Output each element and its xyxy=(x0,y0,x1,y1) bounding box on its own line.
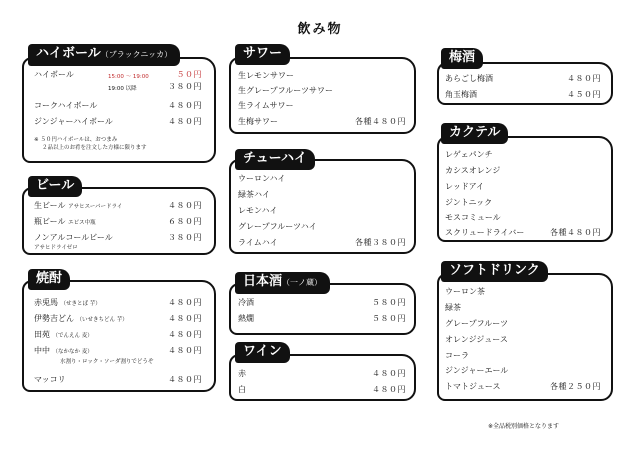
menu-item-cocktail: モスコミュール xyxy=(445,213,501,222)
chuhai-price: 各種３８０円 xyxy=(355,238,406,247)
menu-item-softdrink: グレープフルーツ xyxy=(445,319,508,328)
menu-item-softdrink: オレンジジュース xyxy=(445,335,508,344)
menu-item-draft-beer: 生ビール アサヒスーパードライ ４８０円 xyxy=(34,201,202,210)
tax-footnote: ※全品税別価格となります xyxy=(488,423,560,430)
menu-item-wine: 白 ４８０円 xyxy=(238,385,406,394)
shochu-label: 焼酎 xyxy=(28,269,70,290)
menu-item-ginger-highball: ジンジャーハイボール ４８０円 xyxy=(34,117,202,126)
beer-label: ビール xyxy=(28,176,82,197)
menu-item-sake: 熱燗 ５８０円 xyxy=(238,314,406,323)
menu-item-softdrink: 緑茶 xyxy=(445,303,461,312)
softdrink-label: ソフトドリンク xyxy=(441,261,548,282)
menu-item-bottle-beer: 瓶ビール エビス中瓶 ６８０円 xyxy=(34,217,202,226)
sour-price: 各種４８０円 xyxy=(355,117,406,126)
menu-item-softdrink: コーラ xyxy=(445,351,469,360)
menu-item-chuhai: レモンハイ xyxy=(238,206,278,215)
highball-note: ※ ５０円ハイボールは、おつまみ ２品以上のお肴を注文した方様に限ります xyxy=(34,137,147,151)
highball-label: ハイボール（ブラックニッカ） xyxy=(28,44,180,66)
wine-label: ワイン xyxy=(235,342,290,363)
menu-item-sour: 生梅サワー 各種４８０円 xyxy=(238,117,406,126)
happy-hour-price: ５０円 xyxy=(176,70,202,79)
menu-item-chuhai: 緑茶ハイ xyxy=(238,190,270,199)
menu-item-softdrink: ジンジャーエール xyxy=(445,366,509,375)
page-title: 飲み物 xyxy=(297,22,343,37)
menu-item-highball: ハイボール 15:00 〜 19:00 ５０円 xyxy=(34,70,202,80)
menu-item-makgeolli: マッコリ ４８０円 xyxy=(34,375,202,384)
menu-item-shochu: 伊勢吉どん （いせきちどん 芋） ４８０円 xyxy=(34,314,202,323)
menu-item-umeshu: あらごし梅酒 ４８０円 xyxy=(445,74,601,83)
menu-item-sour: 生レモンサワー xyxy=(238,71,294,80)
menu-item-non-alcohol-beer: ノンアルコールビール ３８０円 xyxy=(34,233,202,242)
cocktail-label: カクテル xyxy=(441,123,508,144)
menu-item-cocktail: カシスオレンジ xyxy=(445,166,501,175)
non-alcohol-brand: アサヒドライゼロ xyxy=(34,245,78,251)
menu-item-sour: 生ライムサワー xyxy=(238,101,294,110)
menu-item-cocktail: ジントニック xyxy=(445,198,493,207)
menu-item-chuhai: ライムハイ 各種３８０円 xyxy=(238,238,406,247)
cocktail-price: 各種４８０円 xyxy=(550,228,601,237)
menu-item-sour: 生グレープフルーツサワー xyxy=(238,86,333,95)
menu-item-sake: 冷酒 ５８０円 xyxy=(238,298,406,307)
happy-hour-time: 15:00 〜 19:00 xyxy=(108,74,149,80)
sake-label: 日本酒（一ノ蔵） xyxy=(235,272,330,294)
menu-item-shochu: 田苑 （でんえん 麦） ４８０円 xyxy=(34,330,202,339)
menu-item-shochu: 赤兎馬 （せきとば 芋） ４８０円 xyxy=(34,298,202,307)
menu-item-cocktail: スクリュードライバー 各種４８０円 xyxy=(445,228,601,237)
sour-label: サワー xyxy=(235,44,290,65)
menu-item-wine: 赤 ４８０円 xyxy=(238,369,406,378)
menu-item-umeshu: 角玉梅酒 ４５０円 xyxy=(445,90,601,99)
chuhai-label: チューハイ xyxy=(235,149,315,170)
shochu-note: 水割り・ロック・ソーダ割りでどうぞ xyxy=(60,359,154,365)
menu-item-cocktail: レゲェパンチ xyxy=(445,150,493,159)
menu-item-chuhai: ウーロンハイ xyxy=(238,174,286,183)
umeshu-label: 梅酒 xyxy=(441,48,483,69)
menu-item-softdrink: トマトジュース 各種２５０円 xyxy=(445,382,601,391)
softdrink-price: 各種２５０円 xyxy=(550,382,601,391)
menu-item-coke-highball: コークハイボール ４８０円 xyxy=(34,101,202,110)
menu-item-chuhai: グレープフルーツハイ xyxy=(238,222,317,231)
menu-item-cocktail: レッドアイ xyxy=(445,182,484,191)
menu-item-shochu: 中中 （なかなか 麦） ４８０円 xyxy=(34,346,202,355)
menu-item-softdrink: ウーロン茶 xyxy=(445,287,485,296)
